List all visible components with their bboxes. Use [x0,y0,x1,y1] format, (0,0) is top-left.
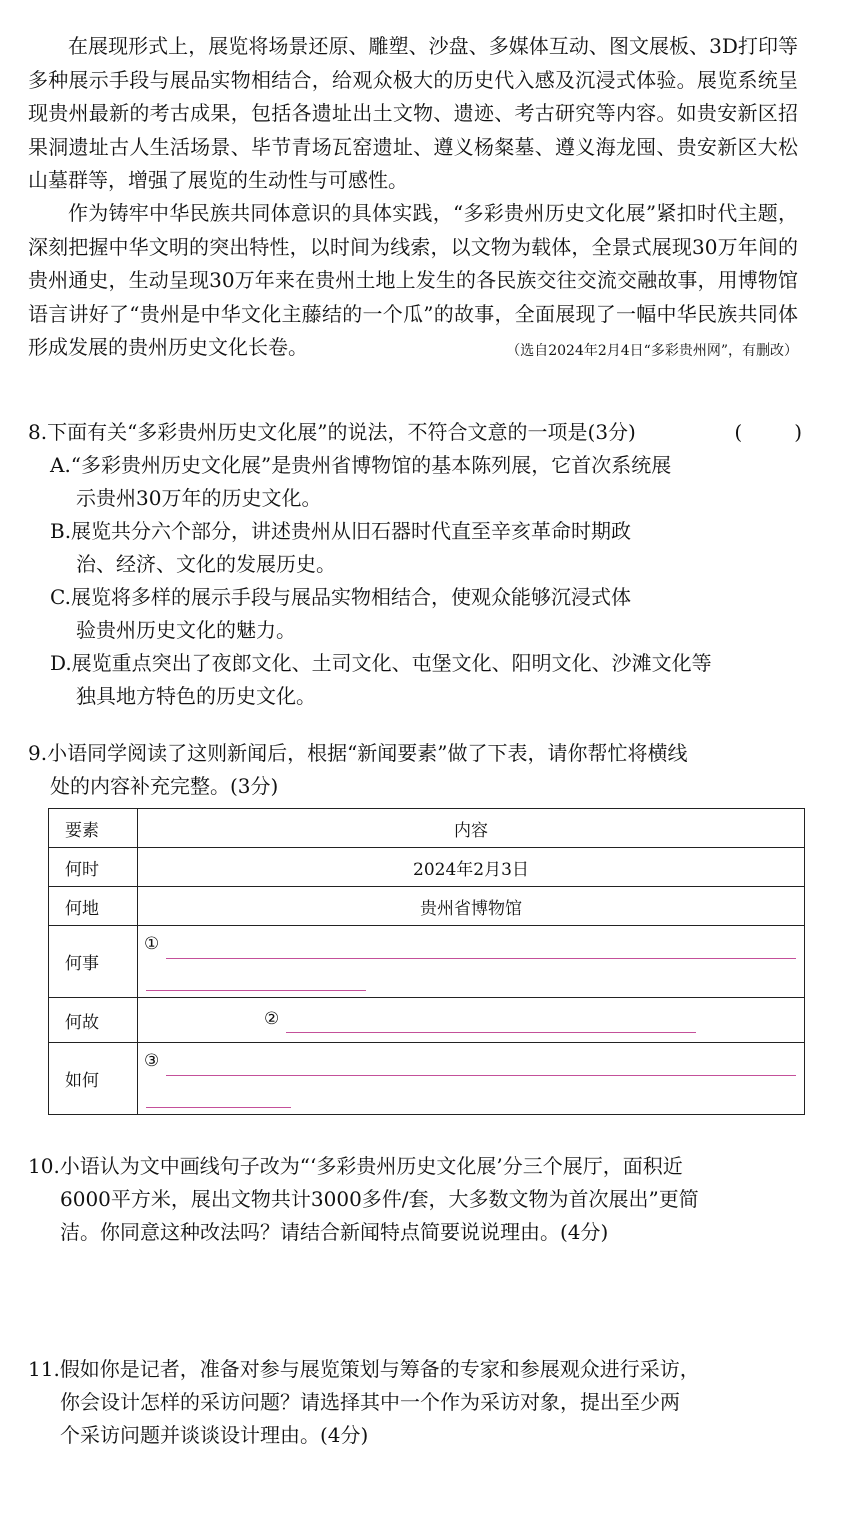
table-header-row [49,809,805,848]
q8-stem-line [28,416,802,449]
q8-option-a: A.“多彩贵州历史文化展”是贵州省博物馆的基本陈列展，它首次系统展 示贵州30万年的历史文化。 [50,453,672,510]
blank-number-2: ② [264,1009,280,1029]
table-row-what [49,926,805,998]
answer-blank-1-line-1[interactable] [166,958,796,959]
header-content: 内容 [138,809,805,848]
label-where: 何地 [49,887,138,926]
passage-paragraph-2-text: 作为铸牢中华民族共同体意识的具体实践，“多彩贵州历史文化展”紧扣时代主题，深刻把握中华文明的突出特性，以时间为线索，以文物为载体，全景式展现30万年间的贵州通史，生动呈现30万年来在贵州土地上发生的各民族交往交流交融故事，用博物馆语言讲好了“贵州是中华文化主藤结的一个瓜”的故事，全面展现了一幅中华民族共同体形成发展的贵州历史文化长卷。 [28,201,798,359]
q10-line-2: 6000平方米，展出文物共计3000多件/套，大多数文物为首次展出”更简 [60,1187,699,1211]
label-what: 何事 [49,926,138,998]
label-when: 何时 [49,848,138,887]
answer-blank-3-line-1[interactable] [166,1075,796,1076]
q8-option-d: D.展览重点突出了夜郎文化、土司文化、屯堡文化、阳明文化、沙滩文化等 独具地方特色的历史文化。 [50,651,712,708]
passage-paragraph-1: 在展现形式上，展览将场景还原、雕塑、沙盘、多媒体互动、图文展板、3D打印等多种展示手段与展品实物相结合，给观众极大的历史代入感及沉浸式体验。展览系统呈现贵州最新的考古成果，包括各遗址出土文物、遗迹、考古研究等内容。如贵安新区招果洞遗址古人生活场景、毕节青场瓦窑遗址、遵义杨粲墓、遵义海龙囤、贵安新区大松山墓群等，增强了展览的生动性与可感性。 [28,34,798,192]
q9-line-1: 9.小语同学阅读了这则新闻后，根据“新闻要素”做了下表，请你帮忙将横线 [28,741,688,765]
table-row-why [49,998,805,1043]
table-row-when [49,848,805,887]
q11-line-3: 个采访问题并谈谈设计理由。(4分) [60,1423,369,1447]
q8-option-c: C.展览将多样的展示手段与展品实物相结合，使观众能够沉浸式体 验贵州历史文化的魅力。 [50,585,631,642]
question-9 [28,737,802,803]
answer-blank-1-line-2[interactable] [146,990,366,991]
passage-source: （选自2024年2月4日“多彩贵州网”，有删改） [506,343,798,359]
q11-line-2: 你会设计怎样的采访问题？请选择其中一个作为采访对象，提出至少两 [60,1390,680,1414]
q10-line-1: 10.小语认为文中画线句子改为“‘多彩贵州历史文化展’分三个展厅，面积近 [28,1154,683,1178]
header-element: 要素 [49,809,138,848]
q10-line-3: 洁。你同意这种改法吗？请结合新闻特点简要说说理由。(4分) [60,1220,609,1244]
cell-why [138,998,805,1043]
label-how: 如何 [49,1043,138,1115]
cell-what [138,926,805,998]
blank-number-3: ③ [144,1051,160,1071]
blank-number-1: ① [144,934,160,954]
q11-line-1: 11.假如你是记者，准备对参与展览策划与筹备的专家和参展观众进行采访， [28,1357,700,1381]
news-elements-table [48,808,805,1115]
cell-how [138,1043,805,1115]
passage-paragraph-2 [28,197,798,369]
q9-line-2: 处的内容补充完整。(3分) [50,774,279,798]
value-when: 2024年2月3日 [138,848,805,887]
question-11 [28,1353,802,1452]
answer-blank-3-line-2[interactable] [146,1107,291,1108]
table-row-where [49,887,805,926]
q8-stem: 8.下面有关“多彩贵州历史文化展”的说法，不符合文意的一项是(3分) [28,420,636,444]
table-row-how [49,1043,805,1115]
answer-parentheses[interactable]: ( ) [734,420,802,444]
label-why: 何故 [49,998,138,1043]
q8-option-b: B.展览共分六个部分，讲述贵州从旧石器时代直至辛亥革命时期政 治、经济、文化的发展历史。 [50,519,632,576]
value-where: 贵州省博物馆 [138,887,805,926]
answer-blank-2[interactable] [286,1032,696,1033]
question-8 [28,416,802,713]
question-10 [28,1150,802,1249]
